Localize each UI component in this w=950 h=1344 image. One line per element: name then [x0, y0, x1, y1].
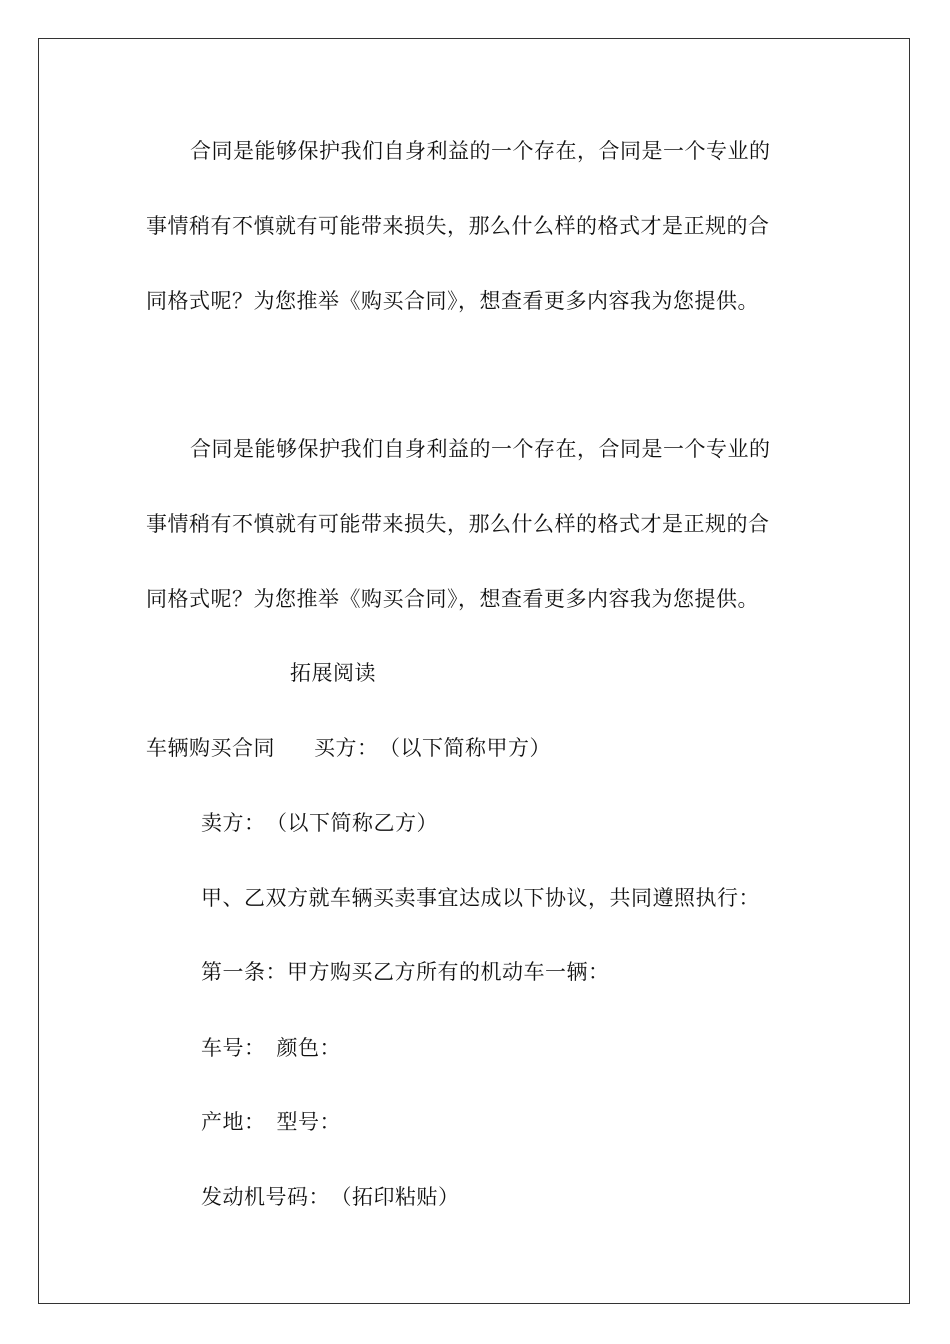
buyer-line: 买方： （以下简称甲方）: [314, 736, 551, 760]
intro-2-line-2: 事情稍有不慎就有可能带来损失，那么什么样的格式才是正规的合: [146, 512, 770, 536]
field-engine-number: 发动机号码： （拓印粘贴）: [201, 1185, 460, 1209]
intro-2-line-1: 合同是能够保护我们自身利益的一个存在，合同是一个专业的: [190, 437, 771, 461]
agreement-line: 甲、乙双方就车辆买卖事宜达成以下协议，共同遵照执行：: [201, 886, 760, 910]
section-heading: 拓展阅读: [290, 661, 376, 685]
seller-line: 卖方： （以下简称乙方）: [201, 811, 438, 835]
intro-1-line-3: 同格式呢？为您推举《购买合同》，想查看更多内容我为您提供。: [146, 289, 759, 313]
contract-title: 车辆购买合同: [146, 736, 275, 760]
intro-2-line-3: 同格式呢？为您推举《购买合同》，想查看更多内容我为您提供。: [146, 587, 759, 611]
field-plate-color: 车号： 颜色：: [201, 1036, 341, 1060]
intro-1-line-1: 合同是能够保护我们自身利益的一个存在，合同是一个专业的: [190, 139, 771, 163]
article-1: 第一条：甲方购买乙方所有的机动车一辆：: [201, 960, 610, 984]
intro-1-line-2: 事情稍有不慎就有可能带来损失，那么什么样的格式才是正规的合: [146, 214, 770, 238]
field-origin-model: 产地： 型号：: [201, 1110, 341, 1134]
